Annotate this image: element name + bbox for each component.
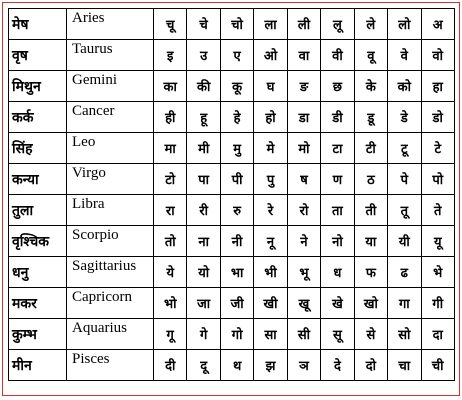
syllable-cell: ए: [220, 40, 253, 71]
syllable-cell: पो: [421, 164, 454, 195]
syllable-cell: दो: [354, 350, 387, 381]
syllable-cell: या: [354, 226, 387, 257]
syllable-cell: के: [354, 71, 387, 102]
syllable-cell: जा: [187, 288, 220, 319]
syllable-cell: थ: [220, 350, 253, 381]
syllable-cell: दे: [321, 350, 354, 381]
syllable-cell: ये: [154, 257, 187, 288]
syllable-cell: पु: [254, 164, 287, 195]
syllable-cell: रो: [287, 195, 320, 226]
syllable-cell: ले: [354, 9, 387, 40]
syllable-cell: री: [187, 195, 220, 226]
syllable-cell: जी: [220, 288, 253, 319]
syllable-cell: वू: [354, 40, 387, 71]
syllable-cell: दी: [154, 350, 187, 381]
syllable-cell: पा: [187, 164, 220, 195]
sign-name-hindi: धनु: [9, 257, 67, 288]
table-row: [9, 288, 455, 319]
syllable-cell: खी: [254, 288, 287, 319]
syllable-cell: वा: [287, 40, 320, 71]
syllable-cell: हे: [220, 102, 253, 133]
sign-name-hindi: कन्या: [9, 164, 67, 195]
syllable-cell: नी: [220, 226, 253, 257]
sign-name-hindi: मीन: [9, 350, 67, 381]
syllable-cell: टो: [154, 164, 187, 195]
sign-name-hindi: मिथुन: [9, 71, 67, 102]
sign-name-hindi: तुला: [9, 195, 67, 226]
syllable-cell: डे: [388, 102, 421, 133]
syllable-cell: फ: [354, 257, 387, 288]
syllable-cell: ने: [287, 226, 320, 257]
table-row: [9, 319, 455, 350]
syllable-cell: ण: [321, 164, 354, 195]
syllable-cell: मे: [254, 133, 287, 164]
syllable-cell: कू: [220, 71, 253, 102]
syllable-cell: भो: [154, 288, 187, 319]
syllable-cell: सू: [321, 319, 354, 350]
table-body: [9, 9, 455, 381]
sign-name-english: Taurus: [67, 40, 154, 71]
sign-name-english: Aries: [67, 9, 154, 40]
sign-name-english: Aquarius: [67, 319, 154, 350]
sign-name-hindi: कर्क: [9, 102, 67, 133]
syllable-cell: अ: [421, 9, 454, 40]
syllable-cell: छ: [321, 71, 354, 102]
syllable-cell: ङ: [287, 71, 320, 102]
sign-name-hindi: वृश्चिक: [9, 226, 67, 257]
syllable-cell: ओ: [254, 40, 287, 71]
syllable-cell: झ: [254, 350, 287, 381]
syllable-cell: वी: [321, 40, 354, 71]
table-row: [9, 257, 455, 288]
syllable-cell: भा: [220, 257, 253, 288]
syllable-cell: ते: [421, 195, 454, 226]
syllable-cell: ला: [254, 9, 287, 40]
syllable-cell: को: [388, 71, 421, 102]
syllable-cell: सी: [287, 319, 320, 350]
syllable-cell: ती: [354, 195, 387, 226]
table-row: [9, 164, 455, 195]
syllable-cell: चू: [154, 9, 187, 40]
syllable-cell: गा: [388, 288, 421, 319]
syllable-cell: ठ: [354, 164, 387, 195]
syllable-cell: यू: [421, 226, 454, 257]
table-row: [9, 102, 455, 133]
table-row: [9, 226, 455, 257]
syllable-cell: नू: [254, 226, 287, 257]
sign-name-english: Libra: [67, 195, 154, 226]
syllable-cell: चा: [388, 350, 421, 381]
syllable-cell: गे: [187, 319, 220, 350]
syllable-cell: खो: [354, 288, 387, 319]
syllable-cell: डी: [321, 102, 354, 133]
syllable-cell: खू: [287, 288, 320, 319]
syllable-cell: टे: [421, 133, 454, 164]
sign-name-english: Pisces: [67, 350, 154, 381]
syllable-cell: चे: [187, 9, 220, 40]
syllable-cell: मा: [154, 133, 187, 164]
syllable-cell: पे: [388, 164, 421, 195]
syllable-cell: तू: [388, 195, 421, 226]
syllable-cell: डू: [354, 102, 387, 133]
table-row: [9, 71, 455, 102]
syllable-cell: घ: [254, 71, 287, 102]
syllable-cell: यी: [388, 226, 421, 257]
syllable-cell: वो: [421, 40, 454, 71]
syllable-cell: सा: [254, 319, 287, 350]
table-row: [9, 133, 455, 164]
syllable-cell: ता: [321, 195, 354, 226]
table-row: [9, 40, 455, 71]
sign-name-english: Virgo: [67, 164, 154, 195]
syllable-cell: ना: [187, 226, 220, 257]
syllable-cell: ही: [154, 102, 187, 133]
sign-name-english: Leo: [67, 133, 154, 164]
syllable-cell: खे: [321, 288, 354, 319]
syllable-cell: ध: [321, 257, 354, 288]
sign-name-english: Gemini: [67, 71, 154, 102]
syllable-cell: ची: [421, 350, 454, 381]
syllable-cell: वे: [388, 40, 421, 71]
sign-name-hindi: वृष: [9, 40, 67, 71]
syllable-cell: ढ: [388, 257, 421, 288]
syllable-cell: लो: [388, 9, 421, 40]
sign-name-hindi: मेष: [9, 9, 67, 40]
syllable-cell: डा: [287, 102, 320, 133]
table-row: [9, 350, 455, 381]
syllable-cell: दा: [421, 319, 454, 350]
syllable-cell: भे: [421, 257, 454, 288]
syllable-cell: हा: [421, 71, 454, 102]
syllable-cell: ञ: [287, 350, 320, 381]
syllable-cell: हू: [187, 102, 220, 133]
syllable-cell: दू: [187, 350, 220, 381]
syllable-cell: उ: [187, 40, 220, 71]
syllable-cell: सो: [388, 319, 421, 350]
syllable-cell: भी: [254, 257, 287, 288]
syllable-cell: ली: [287, 9, 320, 40]
sign-name-english: Sagittarius: [67, 257, 154, 288]
syllable-cell: यो: [187, 257, 220, 288]
syllable-cell: भू: [287, 257, 320, 288]
syllable-cell: रा: [154, 195, 187, 226]
syllable-cell: नो: [321, 226, 354, 257]
syllable-cell: इ: [154, 40, 187, 71]
table-row: [9, 195, 455, 226]
syllable-cell: टी: [354, 133, 387, 164]
syllable-cell: ष: [287, 164, 320, 195]
syllable-cell: तो: [154, 226, 187, 257]
sign-name-hindi: कुम्भ: [9, 319, 67, 350]
syllable-cell: मु: [220, 133, 253, 164]
syllable-cell: टा: [321, 133, 354, 164]
syllable-cell: हो: [254, 102, 287, 133]
syllable-cell: लू: [321, 9, 354, 40]
sign-name-english: Capricorn: [67, 288, 154, 319]
sign-name-english: Cancer: [67, 102, 154, 133]
syllable-cell: टू: [388, 133, 421, 164]
syllable-cell: का: [154, 71, 187, 102]
syllable-cell: गी: [421, 288, 454, 319]
sign-name-hindi: मकर: [9, 288, 67, 319]
syllable-cell: रु: [220, 195, 253, 226]
syllable-cell: से: [354, 319, 387, 350]
syllable-cell: की: [187, 71, 220, 102]
syllable-cell: मी: [187, 133, 220, 164]
syllable-cell: मो: [287, 133, 320, 164]
syllable-cell: डो: [421, 102, 454, 133]
syllable-cell: गू: [154, 319, 187, 350]
syllable-cell: गो: [220, 319, 253, 350]
syllable-cell: रे: [254, 195, 287, 226]
sign-name-english: Scorpio: [67, 226, 154, 257]
sign-name-hindi: सिंह: [9, 133, 67, 164]
table-row: [9, 9, 455, 40]
syllable-cell: पी: [220, 164, 253, 195]
zodiac-syllable-table: [8, 8, 455, 381]
syllable-cell: चो: [220, 9, 253, 40]
